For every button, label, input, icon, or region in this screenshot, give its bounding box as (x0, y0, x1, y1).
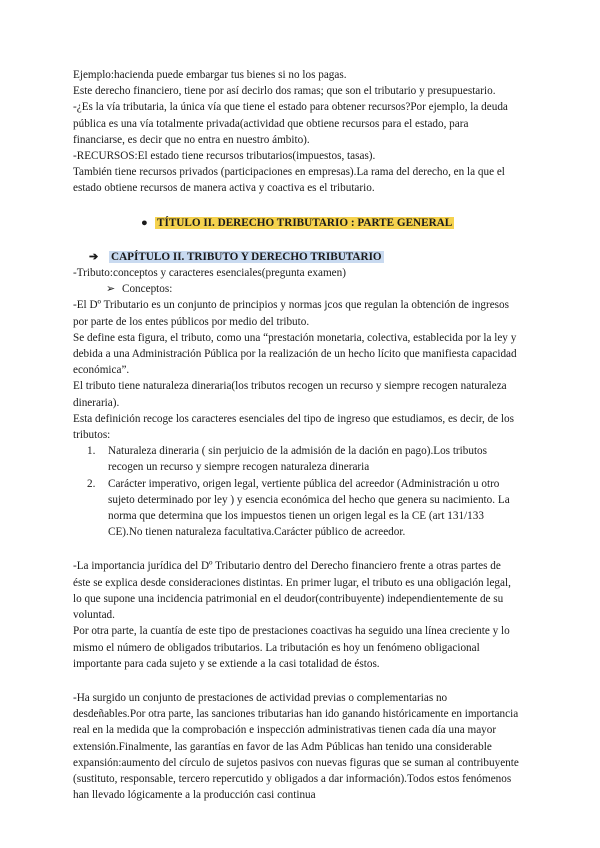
section3-paragraph-1: -Ha surgido un conjunto de prestaciones de actividad previas o complementarias no desdeñables.Por otra parte, las sanciones tributarias han ido ganando históricamente en importancia real en la medida que la comprobación e inspección administrativas tienen cada día una mayor extensión.Finalmente, las garantías en favor de las Adm Públicas han tenido una considerable expansión:aumento del círculo de sujetos pasivos con nuevas figuras que se suman al contribuyente (sustituto, responsable, tercero repercutido y obligados a dar información).Todos estos fenómenos han llevado lógicamente a la producción casi continua (73, 691, 519, 802)
characteristics-list (73, 443, 520, 540)
intro-paragraph-5: También tiene recursos privados (participaciones en empresas).La rama del derecho, en la que el estado obtiene recursos de manera activa y coactiva es el tributario. (73, 166, 505, 195)
list-item-number: 2. (87, 477, 96, 490)
intro-paragraph-2: Este derecho financiero, tiene por así decirlo dos ramas; que son el tributario y presupuestario. (73, 85, 496, 98)
arrow-right-icon: ➔ (89, 250, 99, 263)
title-heading-text: TÍTULO II. DERECHO TRIBUTARIO : PARTE GENERAL (157, 216, 453, 229)
body-paragraph-tributo: Se define esta figura, el tributo, como una “prestación monetaria, colectiva, establecida por la ley y debida a una Administración Pública por la realización de un hecho lícito que manifiesta capacidad económica”. (73, 331, 517, 377)
section2-paragraph-2: Por otra parte, la cuantía de este tipo de prestaciones coactivas ha seguido una línea creciente y lo mismo el número de obligados tributarios. La tributación es hoy un fenómeno obligacional importante para cada sujeto y se extiende a la casi totalidad de éstos. (73, 625, 510, 670)
arrowhead-bullet-icon: ➢ (106, 283, 116, 296)
intro-paragraph-3: -¿Es la vía tributaria, la única vía que tiene el estado para obtener recursos?Por ejemplo, la deuda pública es una vía totalmente privada(actividad que obtiene recursos para el estado, para financiarse, es decir que no entra en nuestro ámbito). (73, 101, 508, 146)
list-item (73, 443, 520, 475)
concepts-label: Conceptos: (122, 283, 173, 296)
intro-paragraph-1: Ejemplo:hacienda puede embargar tus bienes si no los pagas. (73, 69, 347, 81)
body-paragraph-definition: -El Dº Tributario es un conjunto de principios y normas jcos que regulan la obtención de ingresos por parte de los entes públicos por medio del tributo. (73, 299, 509, 328)
bullet-icon: ● (141, 216, 148, 229)
body-paragraph-caracteres: Esta definición recoge los caracteres esenciales del tipo de ingreso que estudiamos, es decir, de los tributos: (73, 412, 514, 442)
list-item-number: 1. (87, 445, 96, 458)
concepts-subheading (73, 281, 520, 297)
body-paragraph-naturaleza: El tributo tiene naturaleza dineraria(los tributos recogen un recurso y siempre recogen naturaleza dineraria). (73, 380, 507, 409)
chapter-heading (89, 249, 520, 265)
section2-paragraph-1: -La importancia jurídica del Dº Tributario dentro del Derecho financiero frente a otras partes de éste se explica desde consideraciones distintas. En primer lugar, el tributo es una obligación legal, lo que supone una incidencia patrimonial en el deudor(contribuyente) independientemente de su voluntad. (73, 560, 511, 622)
list-item (73, 476, 520, 541)
body-line-1: -Tributo:conceptos y caracteres esenciales(pregunta examen) (73, 267, 346, 280)
title-heading (141, 215, 520, 231)
intro-paragraph-4: -RECURSOS:El estado tiene recursos tributarios(impuestos, tasas). (73, 150, 376, 163)
list-item-text: Naturaleza dineraria ( sin perjuicio de la admisión de la dación en pago).Los tributos recogen un recurso y siempre recogen naturaleza dineraria (108, 445, 487, 474)
chapter-heading-text: CAPÍTULO II. TRIBUTO Y DERECHO TRIBUTARIO (111, 250, 382, 263)
list-item-text: Carácter imperativo, origen legal, vertiente pública del acreedor (Administración u otro sujeto determinado por ley ) y esencia económica del hecho que genera su nacimiento. La norma que determina que los impuestos tienen un origen legal es la CE (art 131/133 CE).No tienen naturaleza facultativa.Carácter público de acreedor. (108, 477, 510, 539)
